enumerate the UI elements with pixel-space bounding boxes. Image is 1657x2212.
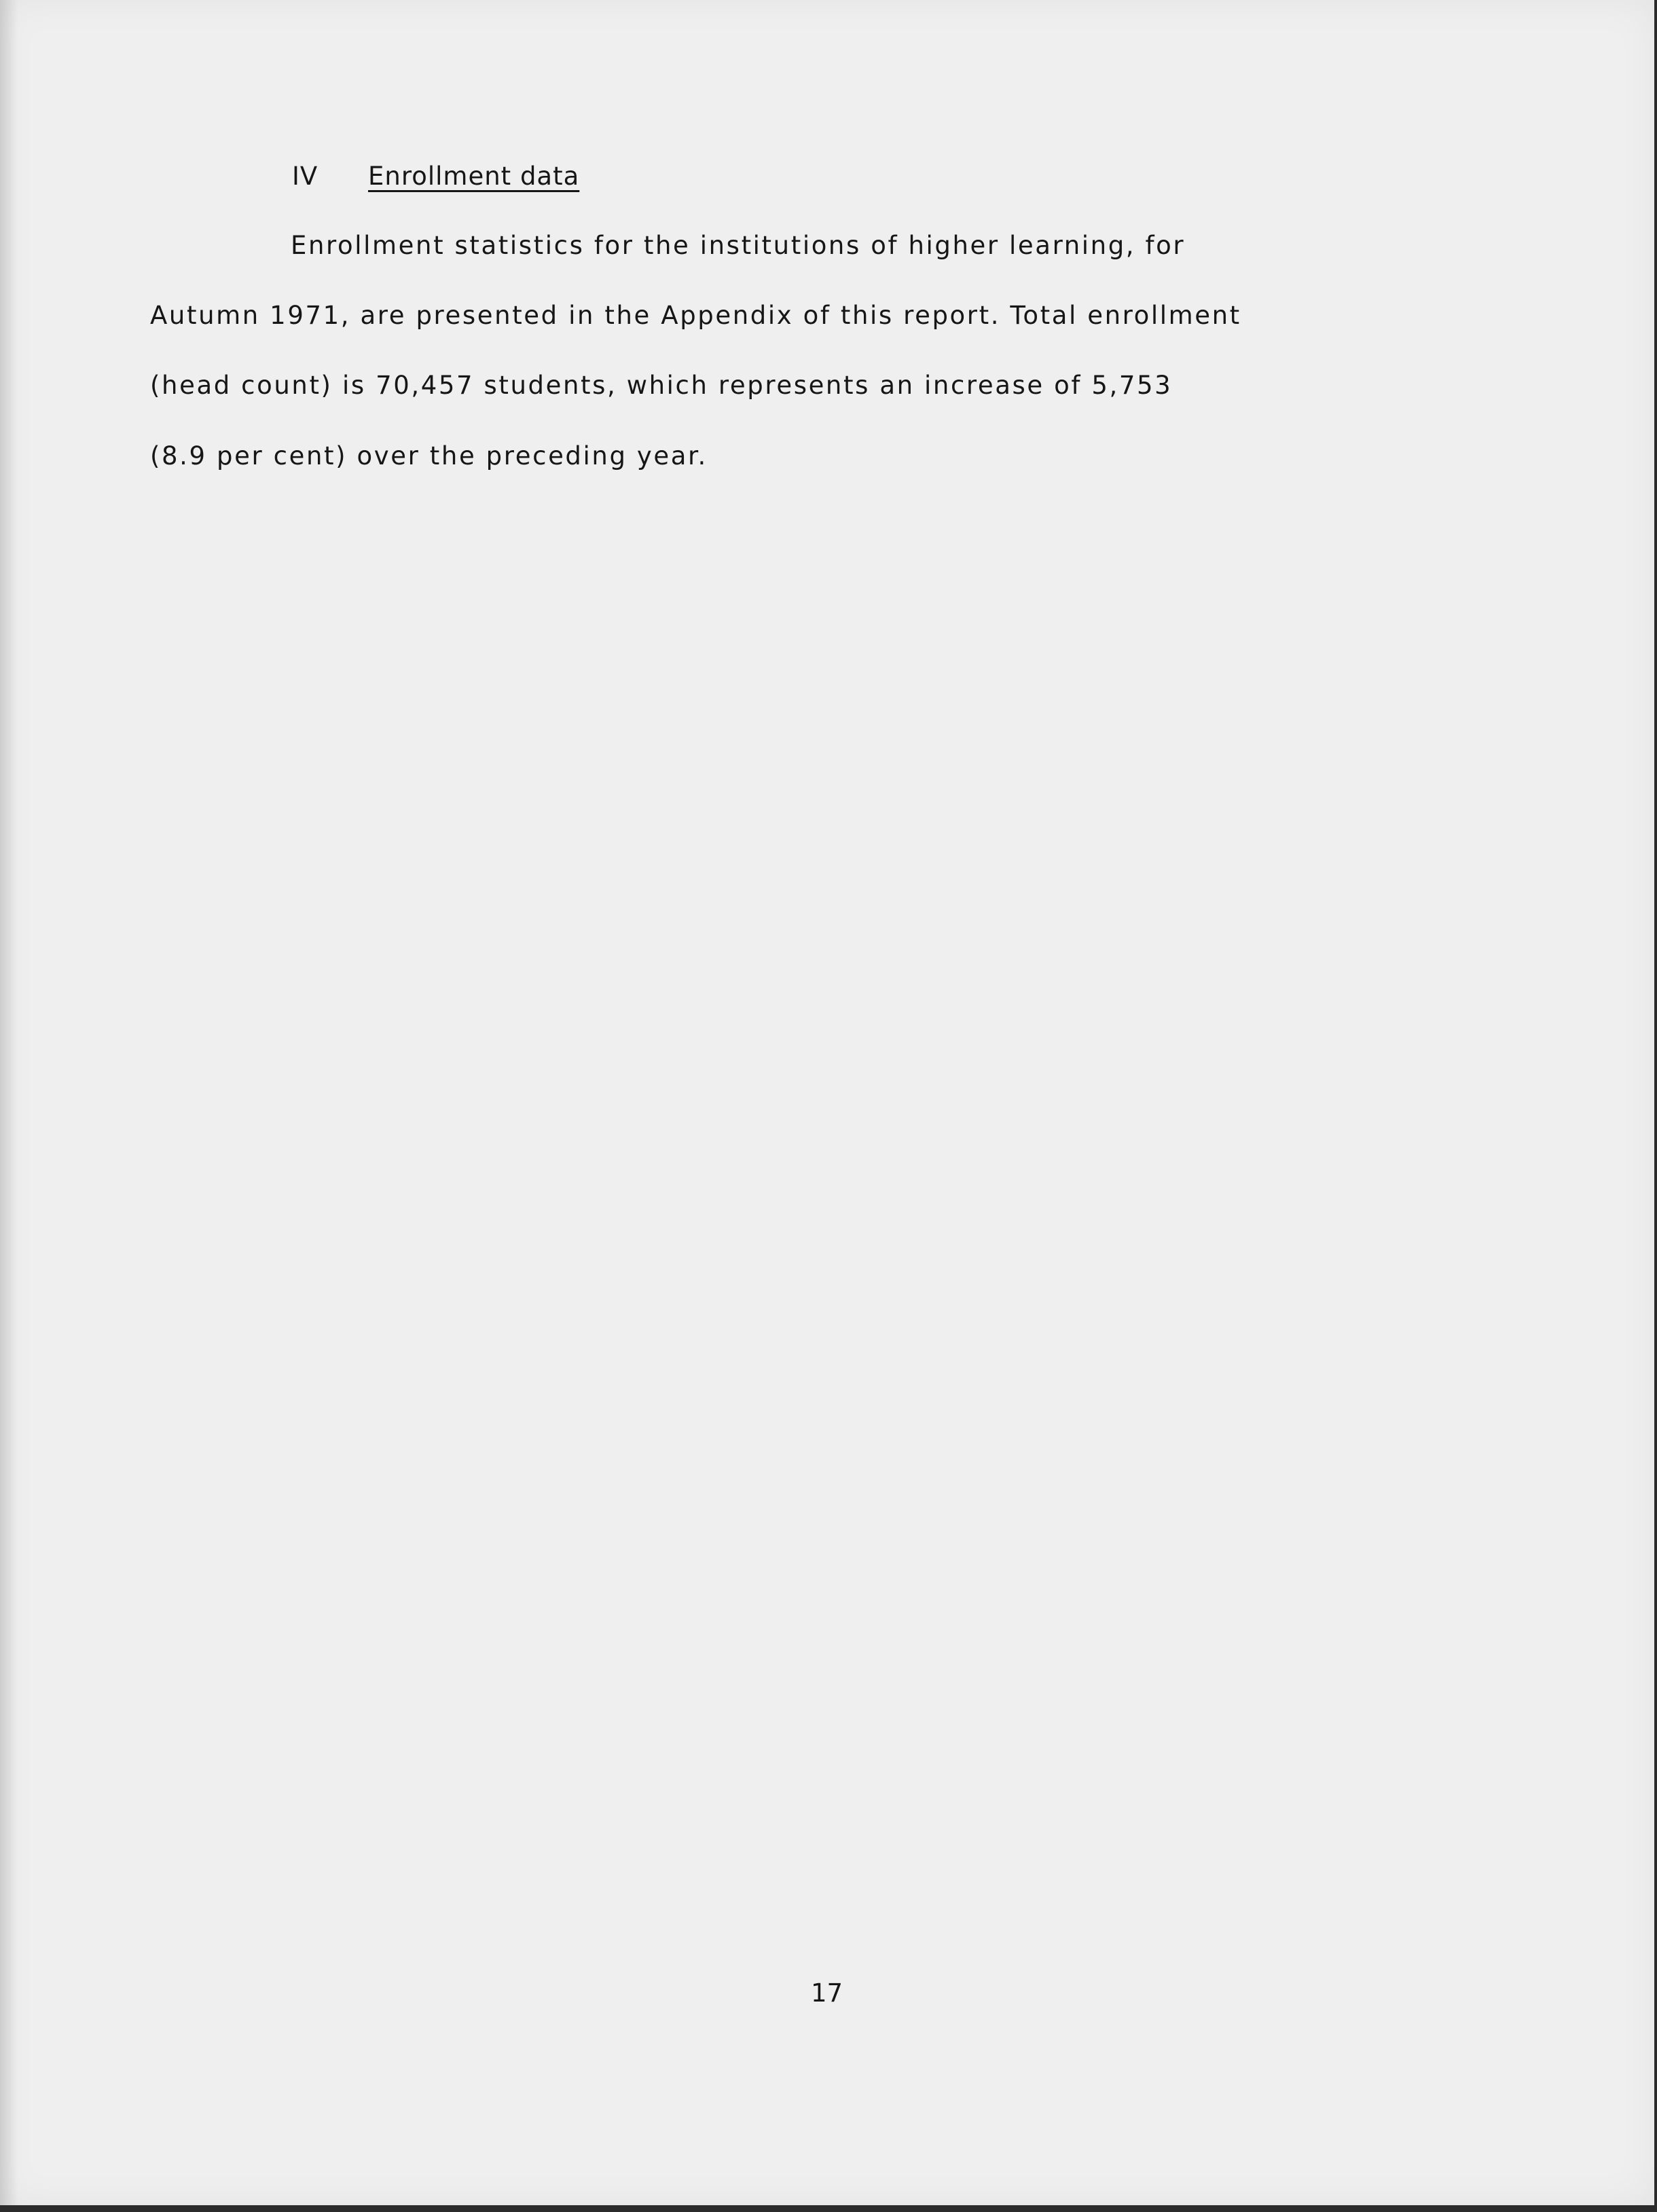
section-number: IV <box>292 162 318 191</box>
paragraph-line-4: (8.9 per cent) over the preceding year. <box>150 441 708 471</box>
paragraph-line-2: Autumn 1971, are presented in the Appendix of this report. Total enrollment <box>150 301 1241 330</box>
paragraph-line-1: Enrollment statistics for the institutions of higher learning, for <box>291 231 1186 260</box>
paragraph-line-3: (head count) is 70,457 students, which represents an increase of 5,753 <box>150 371 1173 400</box>
section-title: Enrollment data <box>368 162 580 191</box>
page-number: 17 <box>811 1978 843 2008</box>
page-edge-shadow <box>0 0 18 2205</box>
section-heading <box>292 162 579 191</box>
